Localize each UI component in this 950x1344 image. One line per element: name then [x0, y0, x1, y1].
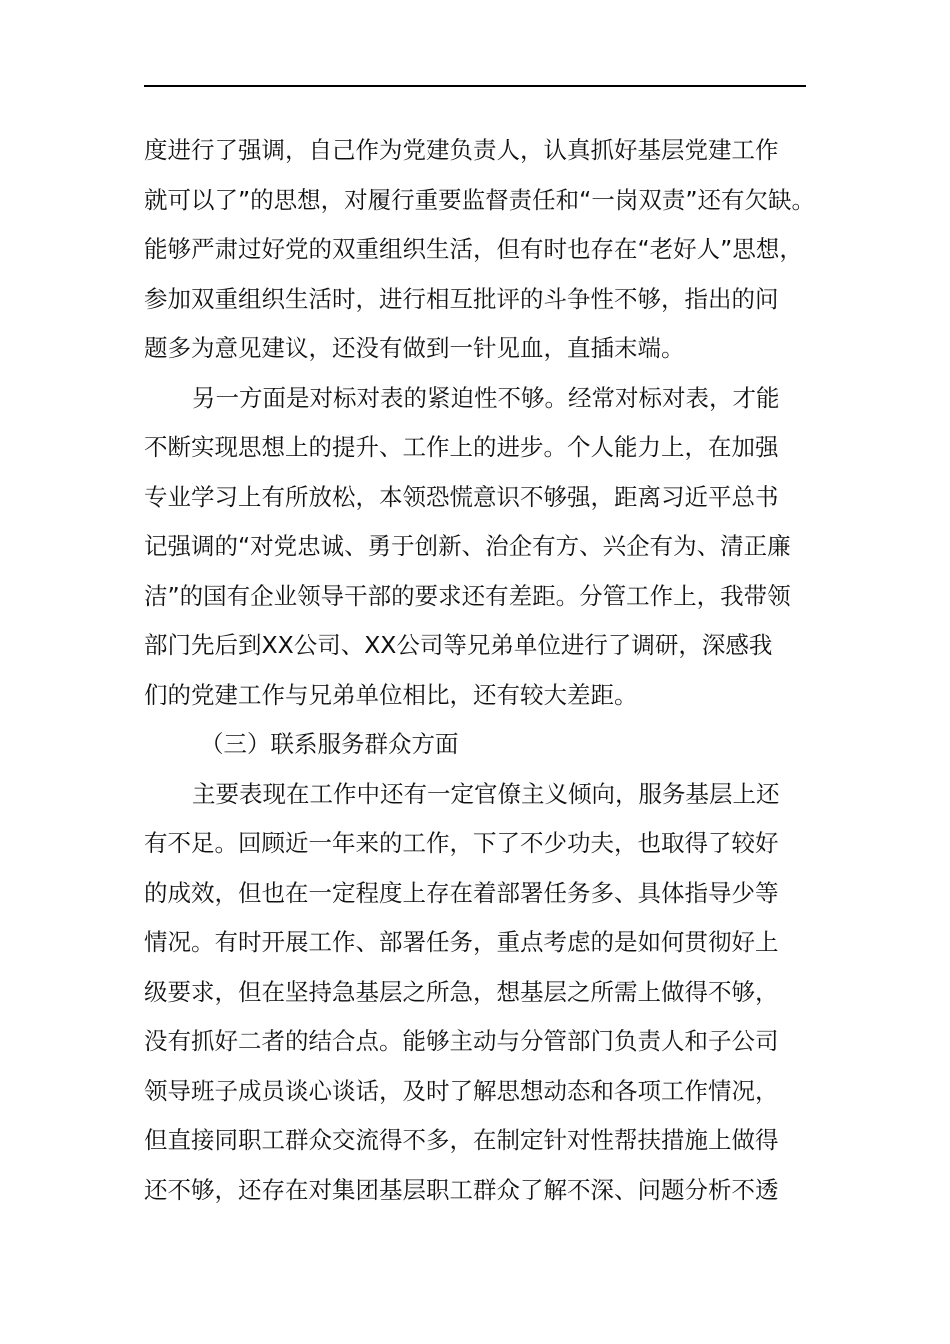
paragraph-start-line: 另一方面是对标对表的紧迫性不够。经常对标对表，才能 [192, 383, 780, 412]
text-line: 情况。有时开展工作、部署任务，重点考虑的是如何贯彻好上 [144, 928, 779, 956]
text-line: 没有抓好二者的结合点。能够主动与分管部门负责人和子公司 [144, 1027, 779, 1055]
text-line: 领导班子成员谈心谈话，及时了解思想动态和各项工作情况， [144, 1076, 779, 1105]
text-line: 记强调的“对党忠诚、勇于创新、治企有方、兴企有为、清正廉 [144, 532, 791, 560]
text-line: 参加双重组织生活时，进行相互批评的斗争性不够，指出的问 [144, 284, 779, 313]
text-line: 的成效，但也在一定程度上存在着部署任务多、具体指导少等 [144, 878, 779, 907]
text-line: 有不足。回顾近一年来的工作，下了不少功夫，也取得了较好 [144, 829, 779, 857]
text-line: 部门先后到XX公司、XX公司等兄弟单位进行了调研，深感我 [144, 631, 773, 659]
header-rule [144, 85, 806, 87]
paragraph-start-line: 主要表现在工作中还有一定官僚主义倾向，服务基层上还 [192, 779, 780, 808]
text-line: 度进行了强调，自己作为党建负责人，认真抓好基层党建工作 [144, 136, 779, 164]
section-heading: （三）联系服务群众方面 [200, 730, 459, 758]
text-line: 们的党建工作与兄弟单位相比，还有较大差距。 [144, 680, 638, 709]
text-line: 题多为意见建议，还没有做到一针见血，直插末端。 [144, 334, 685, 362]
body-text [144, 126, 816, 1215]
text-line: 洁”的国有企业领导干部的要求还有差距。分管工作上，我带领 [144, 581, 791, 610]
text-line: 级要求，但在坚持急基层之所急，想基层之所需上做得不够， [144, 977, 779, 1006]
text-line: 专业学习上有所放松，本领恐慌意识不够强，距离习近平总书 [144, 482, 779, 511]
text-line: 就可以了”的思想，对履行重要监督责任和“一岗双责”还有欠缺。 [144, 185, 816, 214]
text-line: 能够严肃过好党的双重组织生活，但有时也存在“老好人”思想， [144, 235, 803, 263]
text-line: 不断实现思想上的提升、工作上的进步。个人能力上，在加强 [144, 433, 779, 461]
text-line: 还不够，还存在对集团基层职工群众了解不深、问题分析不透 [144, 1175, 779, 1204]
text-line: 但直接同职工群众交流得不多，在制定针对性帮扶措施上做得 [144, 1126, 779, 1154]
